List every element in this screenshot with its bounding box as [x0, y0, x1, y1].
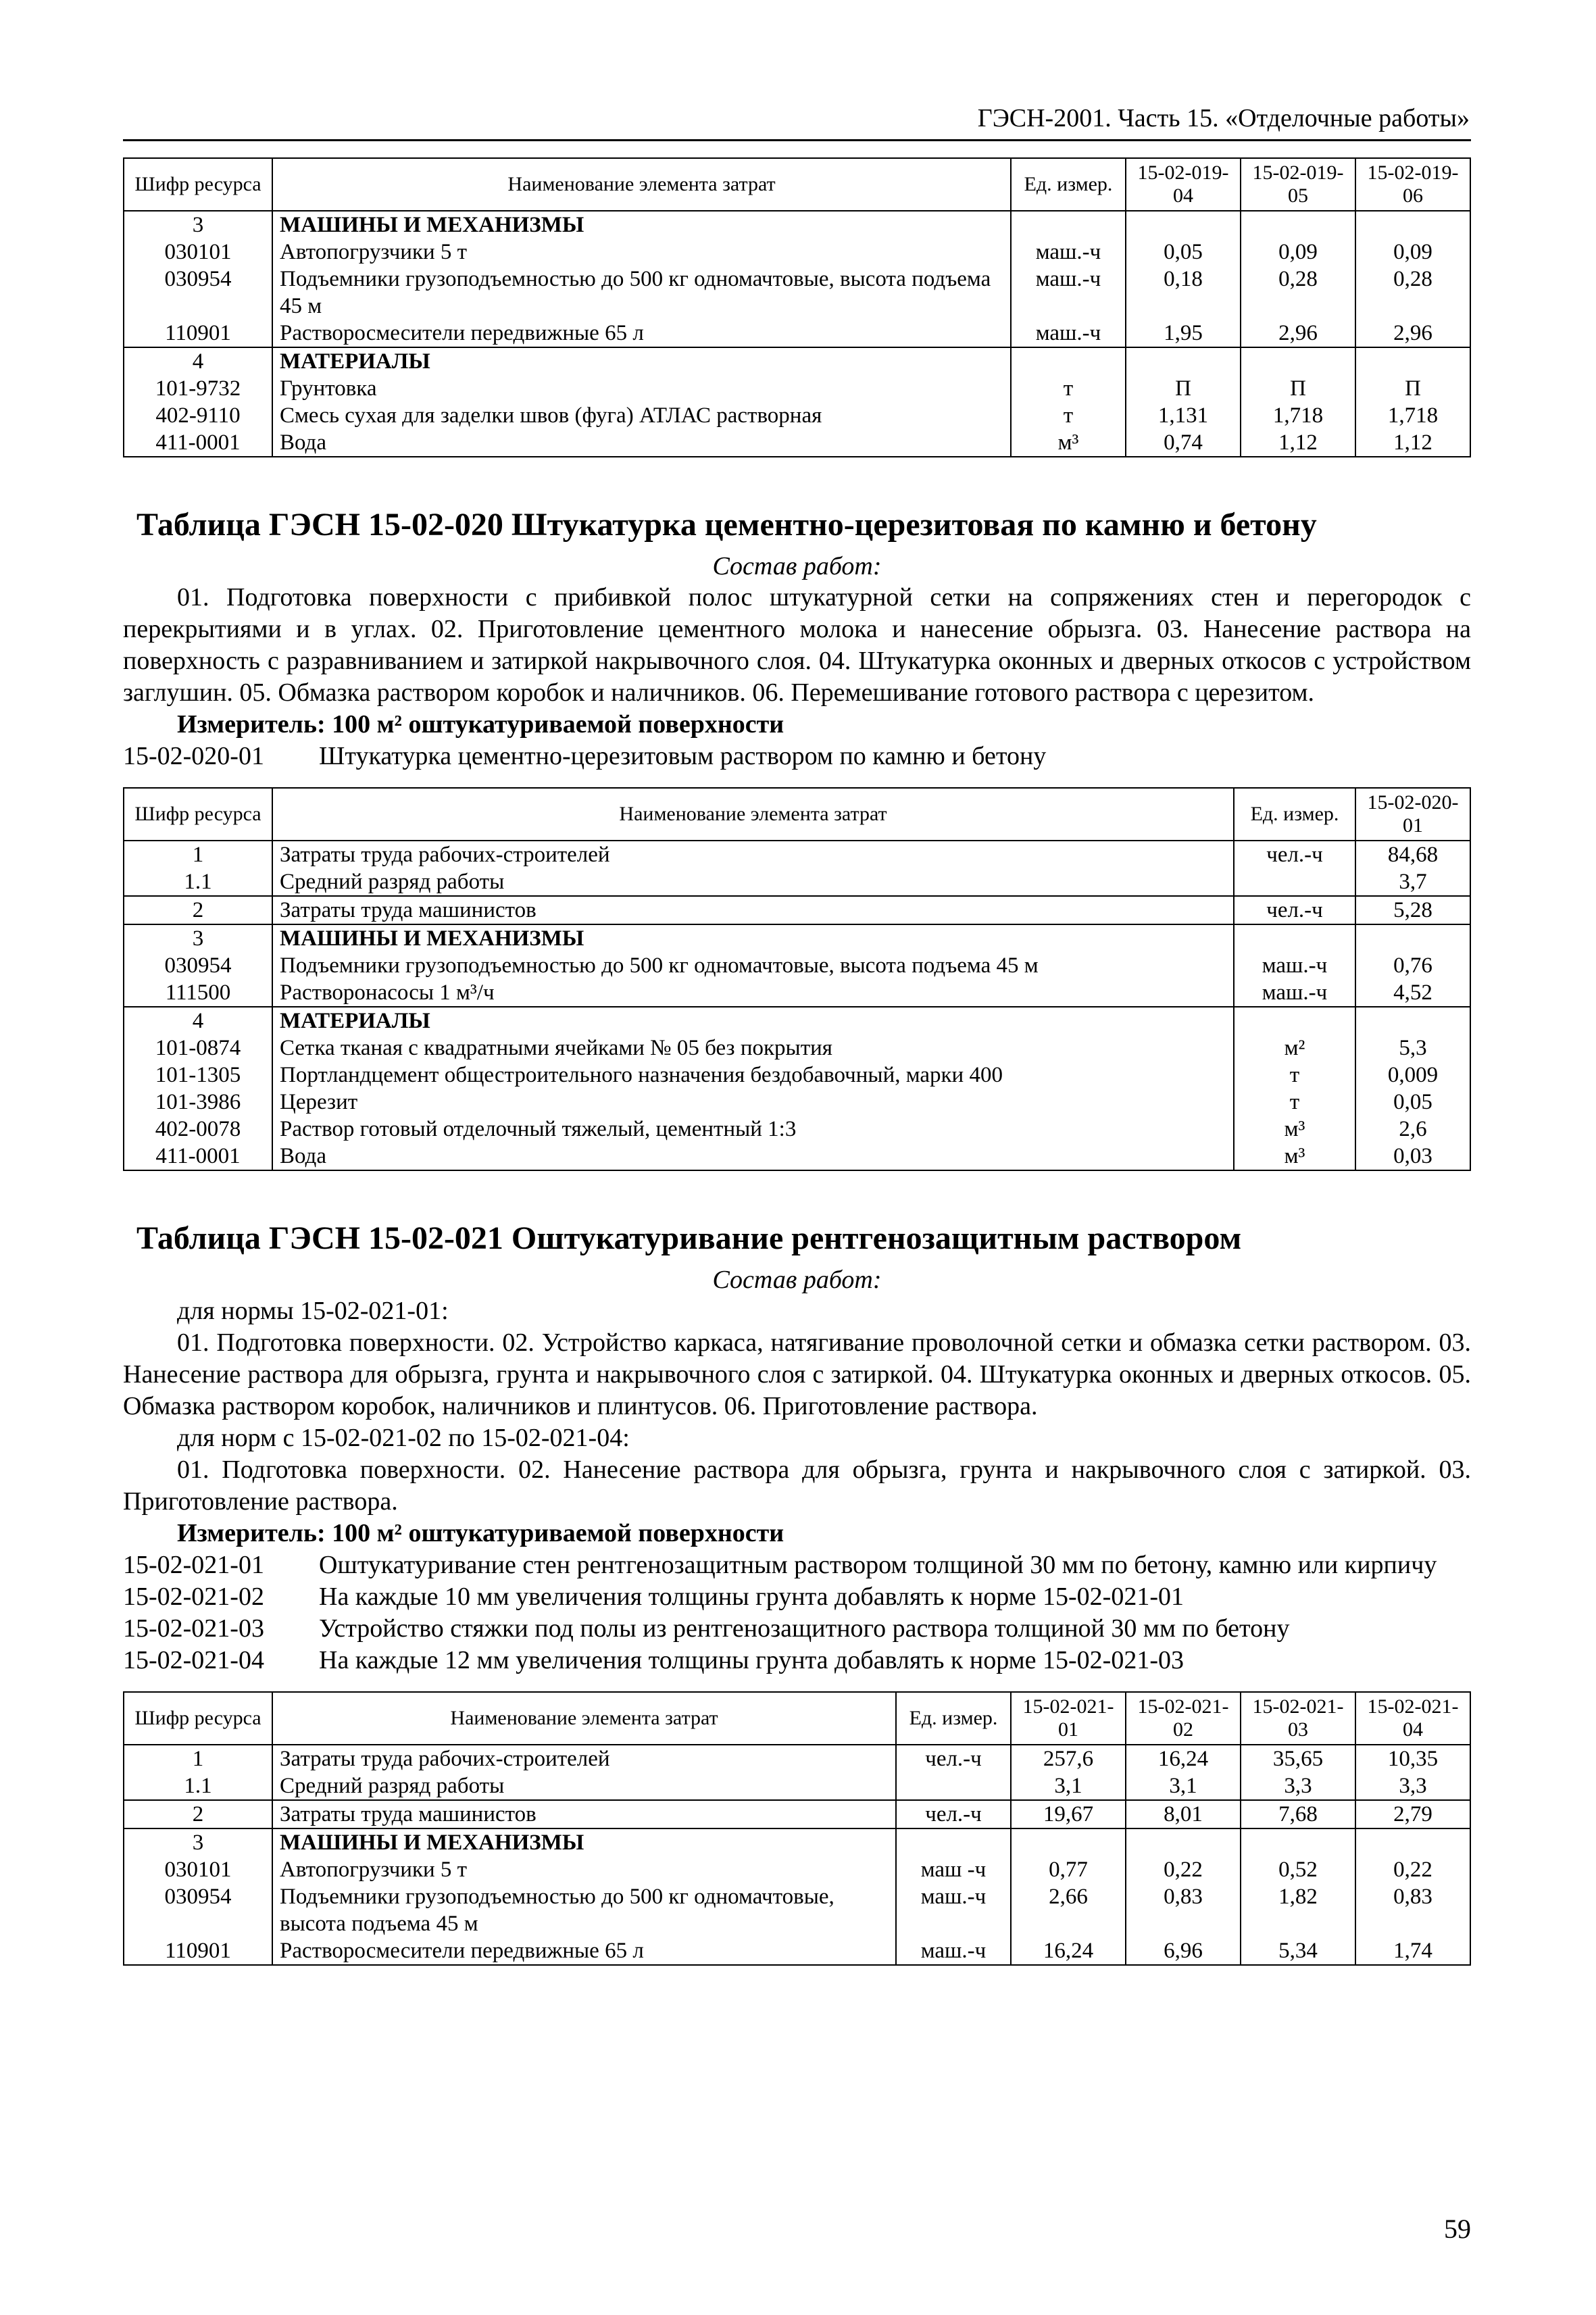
table-row: 402-9110 Смесь сухая для заделки швов (фуга) АТЛАС растворная т 1,131 1,718 1,718: [124, 402, 1470, 429]
col-header-code: Шифр ресурса: [124, 1692, 272, 1745]
measure-unit: Измеритель: 100 м² оштукатуриваемой поверхности: [177, 710, 784, 739]
norm-item: [123, 1645, 1471, 1676]
table-row: 1 Затраты труда рабочих-строителей чел.-ч 84,68: [124, 841, 1470, 868]
col-header-unit: Ед. измер.: [1234, 788, 1355, 841]
norm-scope: для нормы 15-02-021-01:: [177, 1297, 449, 1325]
table-row: 3 МАШИНЫ И МЕХАНИЗМЫ: [124, 924, 1470, 952]
work-composition: 01. Подготовка поверхности с прибивкой полос штукатурной сетки на сопряжениях стен и перегородок с перекрытиями и в углах. 02. Приготовление цементного молока и нанесение обрызга. 03. Нанесение раствора на поверхность с разравниванием и затиркой накрывочного слоя. 04. Штукатурка оконных и дверных откосов с устройством заглушин. 05. Обмазка раствором коробок и наличников. 06. Перемешивание готового раствора с церезитом.: [123, 583, 1471, 707]
table-row: 030954 Подъемники грузоподъемностью до 500 кг одномачтовые, высота подъема 45 м маш.-ч 2,66 0,83 1,82 0,83: [124, 1883, 1470, 1937]
work-composition: 01. Подготовка поверхности. 02. Устройство каркаса, натягивание проволочной сетки и обмазка сетки раствором. 03. Нанесение раствора для обрызга, грунта и накрывочного слоя с затиркой. 04. Штукатурка оконных и дверных откосов. 05. Обмазка раствором коробок, наличников и плинтусов. 06. Приготовление раствора.: [123, 1328, 1471, 1420]
table-row: 3 МАШИНЫ И МЕХАНИЗМЫ: [124, 1828, 1470, 1856]
col-header-norm: 15-02-019-05: [1241, 158, 1355, 211]
norm-item: [123, 1549, 1471, 1581]
norm-item: [123, 1581, 1471, 1613]
col-header-norm: 15-02-021-04: [1355, 1692, 1470, 1745]
table-row: 1.1 Средний разряд работы 3,1 3,1 3,3 3,3: [124, 1772, 1470, 1800]
section-title: Таблица ГЭСН 15-02-021 Оштукатуривание рентгенозащитным раствором: [136, 1220, 1242, 1256]
measure-unit: Измеритель: 100 м² оштукатуриваемой поверхности: [177, 1519, 784, 1547]
norm-item: [123, 1613, 1471, 1645]
table-row: 030954 Подъемники грузоподъемностью до 500 кг одномачтовые, высота подъема 45 м маш.-ч 0,76: [124, 952, 1470, 979]
running-header: ГЭСН-2001. Часть 15. «Отделочные работы»: [123, 101, 1471, 141]
col-header-norm: 15-02-019-04: [1126, 158, 1241, 211]
table-row: 1 Затраты труда рабочих-строителей чел.-ч 257,6 16,24 35,65 10,35: [124, 1745, 1470, 1772]
section-title: Таблица ГЭСН 15-02-020 Штукатурка цементно-церезитовая по камню и бетону: [136, 507, 1317, 543]
table-row: 101-1305 Портландцемент общестроительного назначения бездобавочный, марки 400 т 0,009: [124, 1062, 1470, 1089]
col-header-norm: 15-02-019-06: [1355, 158, 1470, 211]
section-subtitle: Состав работ:: [712, 1266, 882, 1294]
work-composition: 01. Подготовка поверхности. 02. Нанесение раствора для обрызга, грунта и накрывочного слоя с затиркой. 03. Приготовление раствора.: [123, 1455, 1471, 1516]
table-row: 110901 Растворосмесители передвижные 65 л маш.-ч 16,24 6,96 5,34 1,74: [124, 1937, 1470, 1965]
table-row: 101-9732 Грунтовка т П П П: [124, 375, 1470, 402]
table-row: 402-0078 Раствор готовый отделочный тяжелый, цементный 1:3 м³ 2,6: [124, 1116, 1470, 1143]
col-header-code: Шифр ресурса: [124, 788, 272, 841]
col-header-unit: Ед. измер.: [896, 1692, 1011, 1745]
page-number: 59: [1444, 2214, 1471, 2244]
table-row: 101-0874 Сетка тканая с квадратными ячейками № 05 без покрытия м² 5,3: [124, 1035, 1470, 1062]
resource-table-15-02-021: [123, 1691, 1471, 1966]
table-row: 4 МАТЕРИАЛЫ: [124, 1007, 1470, 1035]
norm-text: Штукатурка цементно-церезитовым раствором по камню и бетону: [319, 742, 1047, 770]
norm-code: 15-02-021-01: [123, 1551, 264, 1579]
norm-text: Устройство стяжки под полы из рентгенозащитного раствора толщиной 30 мм по бетону: [319, 1614, 1290, 1643]
norm-code: 15-02-021-03: [123, 1614, 264, 1643]
resource-table-15-02-020: [123, 787, 1471, 1171]
col-header-name: Наименование элемента затрат: [272, 158, 1011, 211]
col-header-norm: 15-02-021-03: [1241, 1692, 1355, 1745]
table-row: 411-0001 Вода м³ 0,03: [124, 1143, 1470, 1170]
table-row: 110901 Растворосмесители передвижные 65 л маш.-ч 1,95 2,96 2,96: [124, 320, 1470, 347]
page: [123, 101, 1471, 1966]
norm-text: На каждые 10 мм увеличения толщины грунта добавлять к норме 15-02-021-01: [319, 1583, 1184, 1611]
table-row: 2 Затраты труда машинистов чел.-ч 5,28: [124, 896, 1470, 924]
norm-code: 15-02-021-04: [123, 1646, 264, 1674]
norm-code: 15-02-020-01: [123, 742, 264, 770]
col-header-name: Наименование элемента затрат: [272, 788, 1234, 841]
resource-table-15-02-019: [123, 157, 1471, 457]
col-header-norm: 15-02-021-01: [1011, 1692, 1126, 1745]
table-row: 030954 Подъемники грузоподъемностью до 500 кг одномачтовые, высота подъема 45 м маш.-ч 0,18 0,28 0,28: [124, 266, 1470, 320]
table-row: 101-3986 Церезит т 0,05: [124, 1089, 1470, 1116]
table-row: 030101 Автопогрузчики 5 т маш -ч 0,77 0,22 0,52 0,22: [124, 1856, 1470, 1883]
table-row: 111500 Растворонасосы 1 м³/ч маш.-ч 4,52: [124, 979, 1470, 1007]
table-row: 030101 Автопогрузчики 5 т маш.-ч 0,05 0,09 0,09: [124, 239, 1470, 266]
norm-text: Оштукатуривание стен рентгенозащитным раствором толщиной 30 мм по бетону, камню или кирпичу: [319, 1551, 1437, 1579]
table-row: 1.1 Средний разряд работы 3,7: [124, 868, 1470, 896]
col-header-name: Наименование элемента затрат: [272, 1692, 896, 1745]
table-row: 3 МАШИНЫ И МЕХАНИЗМЫ: [124, 211, 1470, 239]
norm-scope: для норм с 15-02-021-02 по 15-02-021-04:: [177, 1424, 630, 1452]
col-header-unit: Ед. измер.: [1011, 158, 1126, 211]
col-header-code: Шифр ресурса: [124, 158, 272, 211]
table-row: 411-0001 Вода м³ 0,74 1,12 1,12: [124, 429, 1470, 457]
col-header-norm: 15-02-020-01: [1355, 788, 1470, 841]
norm-item: [123, 741, 1471, 772]
norm-code: 15-02-021-02: [123, 1583, 264, 1611]
section-subtitle: Состав работ:: [712, 552, 882, 580]
table-row: 4 МАТЕРИАЛЫ: [124, 347, 1470, 375]
col-header-norm: 15-02-021-02: [1126, 1692, 1241, 1745]
table-row: 2 Затраты труда машинистов чел.-ч 19,67 8,01 7,68 2,79: [124, 1800, 1470, 1828]
norm-text: На каждые 12 мм увеличения толщины грунта добавлять к норме 15-02-021-03: [319, 1646, 1184, 1674]
